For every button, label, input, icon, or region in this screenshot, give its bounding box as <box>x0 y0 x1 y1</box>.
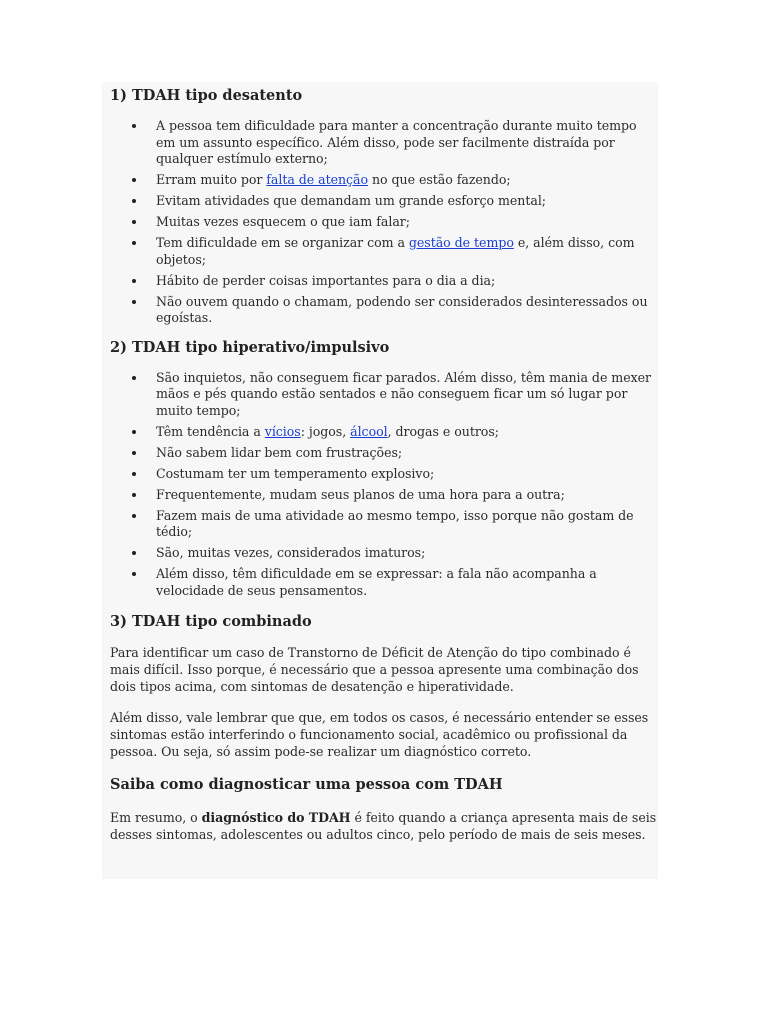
link-vicios[interactable]: vícios <box>264 423 301 439</box>
list-item <box>156 235 658 268</box>
symptom-list-hiperativo <box>110 370 658 600</box>
list-item <box>156 172 658 189</box>
list-item: São inquietos, não conseguem ficar parados. Além disso, têm mania de mexer mãos e pés quando estão sentados e não conseguem ficar um só lugar por muito tempo; <box>156 370 658 420</box>
list-item: Fazem mais de uma atividade ao mesmo tempo, isso porque não gostam de tédio; <box>156 508 658 541</box>
link-gestao-de-tempo[interactable]: gestão de tempo <box>408 235 514 250</box>
link-falta-de-atencao[interactable]: falta de atenção <box>266 172 369 187</box>
list-item-text: e, além disso, com objetos; <box>156 235 635 267</box>
paragraph-combinado-2: Além disso, vale lembrar que que, em todos os casos, é necessário entender se esses sintomas estão interferindo o funcionamento social, acadêmico ou profissional da pessoa. Ou seja, só assim pode-se realizar um diagnóstico correto. <box>110 710 649 759</box>
list-item-text: no que estão fazendo; <box>368 172 511 187</box>
list-item: Evitam atividades que demandam um grande esforço mental; <box>156 193 658 210</box>
list-item-text: Erram muito por <box>156 172 267 187</box>
list-item: Frequentemente, mudam seus planos de uma hora para a outra; <box>156 487 658 504</box>
list-item: Não ouvem quando o chamam, podendo ser considerados desinteressados ou egoístas. <box>156 294 658 327</box>
link-alcool[interactable]: álcool <box>350 423 388 439</box>
section-heading-diagnostico: Saiba como diagnosticar uma pessoa com TDAH <box>110 776 503 793</box>
list-item-text: : jogos, <box>300 423 351 439</box>
list-item-text: Tem dificuldade em se organizar com a <box>156 235 409 250</box>
list-item <box>156 424 658 441</box>
list-item: Não sabem lidar bem com frustrações; <box>156 445 658 462</box>
list-item: A pessoa tem dificuldade para manter a concentração durante muito tempo em um assunto específico. Além disso, pode ser facilmente distraída por qualquer estímulo externo; <box>156 118 658 168</box>
list-item: Muitas vezes esquecem o que iam falar; <box>156 214 658 231</box>
section-heading-hiperativo: 2) TDAH tipo hiperativo/impulsivo <box>110 338 390 356</box>
list-item: São, muitas vezes, considerados imaturos; <box>156 545 658 562</box>
article-content <box>102 82 658 879</box>
list-item: Hábito de perder coisas importantes para o dia a dia; <box>156 273 658 290</box>
paragraph-combinado-1: Para identificar um caso de Transtorno de Déficit de Atenção do tipo combinado é mais difícil. Isso porque, é necessário que a pessoa apresente uma combinação dos dois tipos acima, com sintomas de desatenção e hiperatividade. <box>110 645 639 694</box>
paragraph-text: é feito quando a criança apresenta mais de seis desses sintomas, adolescentes ou adultos cinco, pelo período de mais de seis meses. <box>110 810 657 842</box>
list-item-text: , drogas e outros; <box>387 423 499 439</box>
paragraph-diagnostico <box>110 809 658 843</box>
symptom-list-desatento <box>110 118 658 327</box>
list-item: Costumam ter um temperamento explosivo; <box>156 466 658 483</box>
list-item-text: Têm tendência a <box>156 423 265 439</box>
bold-diagnostico-term: diagnóstico do TDAH <box>201 810 351 825</box>
section-heading-combinado: 3) TDAH tipo combinado <box>110 613 312 630</box>
section-heading-desatento: 1) TDAH tipo desatento <box>110 87 303 104</box>
list-item: Além disso, têm dificuldade em se expressar: a fala não acompanha a velocidade de seus pensamentos. <box>156 566 658 599</box>
paragraph-text: Em resumo, o <box>110 810 202 825</box>
